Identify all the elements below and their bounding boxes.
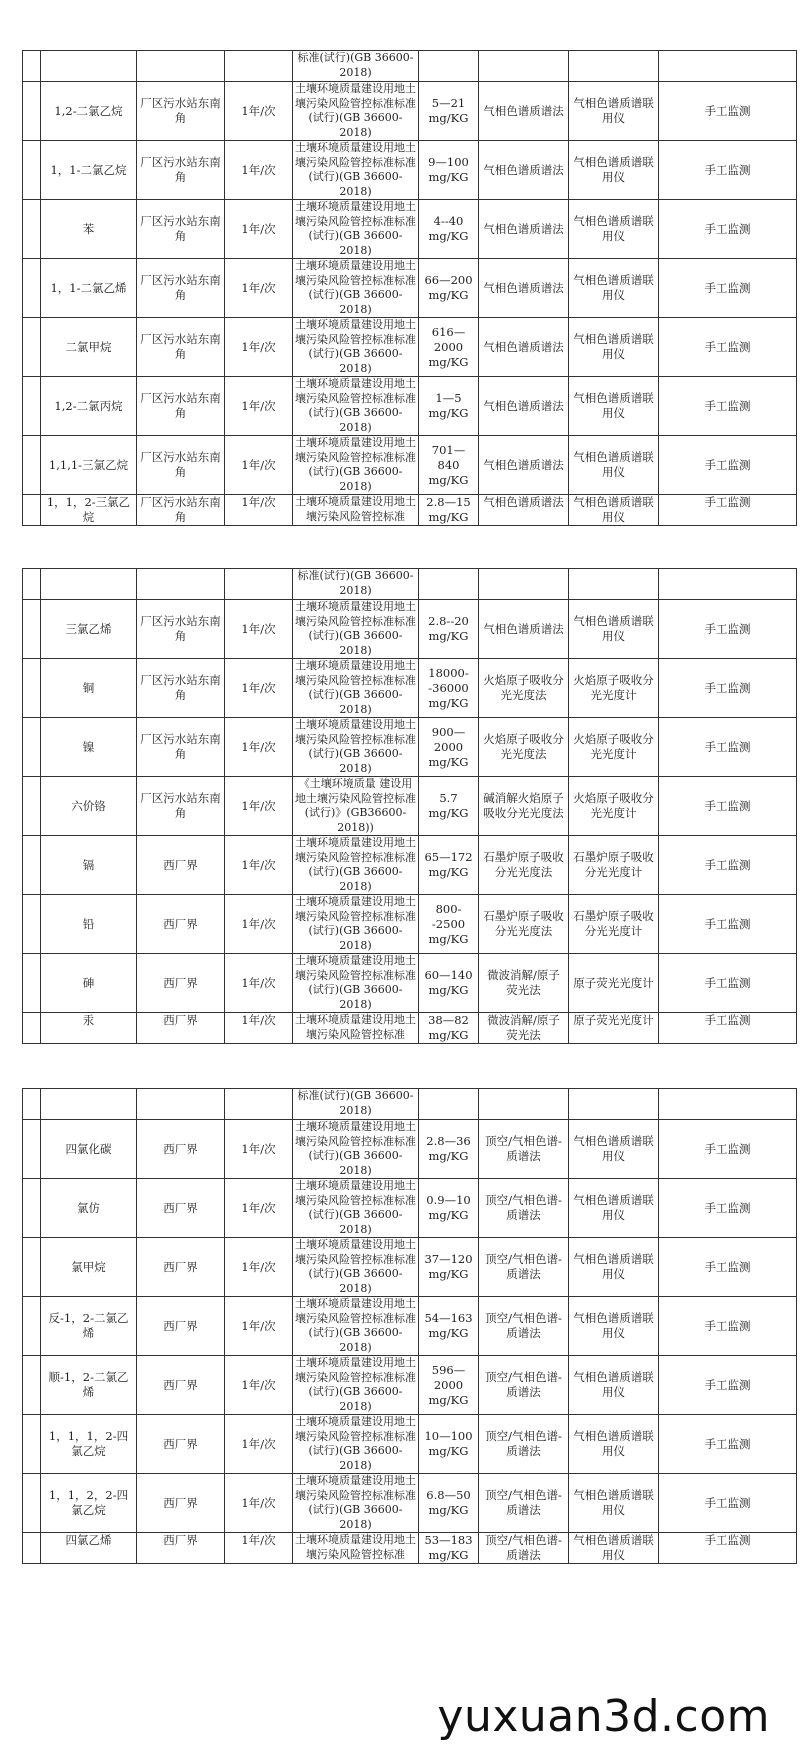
continuation-row	[23, 1089, 797, 1120]
blank-cell	[225, 569, 293, 600]
standard: 土壤环境质量建设用地土壤污染风险管控标准标准(试行)(GB 36600-2018)	[293, 1179, 419, 1238]
analysis-method: 气相色谱质谱法	[479, 318, 569, 377]
monitoring-table-page-2	[22, 568, 797, 1044]
table-row	[23, 1474, 797, 1533]
analysis-method: 顶空/气相色谱-质谱法	[479, 1179, 569, 1238]
standard: 土壤环境质量建设用地土壤污染风险管控标准标准(试行)(GB 36600-2018)	[293, 318, 419, 377]
item-name: 汞	[41, 1013, 137, 1044]
frequency: 1年/次	[225, 600, 293, 659]
analysis-method: 气相色谱质谱法	[479, 200, 569, 259]
blank-cell	[23, 1013, 41, 1044]
monitoring-location: 厂区污水站东南角	[137, 377, 225, 436]
standard-cell: 标准(试行)(GB 36600-2018)	[293, 1089, 419, 1120]
blank-cell	[23, 659, 41, 718]
limit-range: 0.9—10 mg/KG	[419, 1179, 479, 1238]
frequency: 1年/次	[225, 318, 293, 377]
instrument: 气相色谱质谱联用仪	[569, 1356, 659, 1415]
continuation-row	[23, 51, 797, 82]
table-row	[23, 659, 797, 718]
standard-cell: 标准(试行)(GB 36600-2018)	[293, 51, 419, 82]
limit-range: 53—183 mg/KG	[419, 1533, 479, 1564]
blank-cell	[569, 51, 659, 82]
monitoring-location: 西厂界	[137, 1238, 225, 1297]
limit-range: 5—21 mg/KG	[419, 82, 479, 141]
blank-cell	[419, 51, 479, 82]
monitoring-mode: 手工监测	[659, 1415, 797, 1474]
limit-range: 616—2000 mg/KG	[419, 318, 479, 377]
table-row	[23, 259, 797, 318]
monitoring-location: 厂区污水站东南角	[137, 318, 225, 377]
blank-cell	[569, 569, 659, 600]
limit-range: 10—100 mg/KG	[419, 1415, 479, 1474]
monitoring-location: 西厂界	[137, 1120, 225, 1179]
monitoring-mode: 手工监测	[659, 436, 797, 495]
monitoring-location: 厂区污水站东南角	[137, 659, 225, 718]
blank-cell	[23, 836, 41, 895]
blank-cell	[137, 1089, 225, 1120]
blank-cell	[23, 1474, 41, 1533]
blank-cell	[479, 1089, 569, 1120]
monitoring-location: 西厂界	[137, 1013, 225, 1044]
blank-cell	[419, 1089, 479, 1120]
monitoring-location: 厂区污水站东南角	[137, 82, 225, 141]
frequency: 1年/次	[225, 1415, 293, 1474]
instrument: 气相色谱质谱联用仪	[569, 377, 659, 436]
monitoring-mode: 手工监测	[659, 1179, 797, 1238]
instrument: 气相色谱质谱联用仪	[569, 1533, 659, 1564]
analysis-method: 顶空/气相色谱-质谱法	[479, 1297, 569, 1356]
analysis-method: 火焰原子吸收分光光度法	[479, 659, 569, 718]
frequency: 1年/次	[225, 200, 293, 259]
standard: 土壤环境质量建设用地土壤污染风险管控标准标准(试行)(GB 36600-2018)	[293, 836, 419, 895]
blank-cell	[23, 1089, 41, 1120]
monitoring-mode: 手工监测	[659, 1356, 797, 1415]
analysis-method: 顶空/气相色谱-质谱法	[479, 1356, 569, 1415]
monitoring-mode: 手工监测	[659, 600, 797, 659]
blank-cell	[23, 1297, 41, 1356]
frequency: 1年/次	[225, 495, 293, 526]
frequency: 1年/次	[225, 718, 293, 777]
analysis-method: 石墨炉原子吸收分光光度法	[479, 836, 569, 895]
table-row	[23, 436, 797, 495]
frequency: 1年/次	[225, 1474, 293, 1533]
analysis-method: 气相色谱质谱法	[479, 82, 569, 141]
limit-range: 4--40 mg/KG	[419, 200, 479, 259]
standard: 土壤环境质量建设用地土壤污染风险管控标准标准(试行)(GB 36600-2018)	[293, 659, 419, 718]
monitoring-mode: 手工监测	[659, 1297, 797, 1356]
monitoring-mode: 手工监测	[659, 895, 797, 954]
monitoring-location: 西厂界	[137, 1474, 225, 1533]
continuation-row	[23, 569, 797, 600]
frequency: 1年/次	[225, 82, 293, 141]
blank-cell	[23, 777, 41, 836]
item-name: 顺-1，2-二氯乙烯	[41, 1356, 137, 1415]
table-row-partial	[23, 495, 797, 526]
monitoring-mode: 手工监测	[659, 377, 797, 436]
item-name: 铅	[41, 895, 137, 954]
blank-cell	[23, 1415, 41, 1474]
standard: 土壤环境质量建设用地土壤污染风险管控标准	[293, 1013, 419, 1044]
standard: 土壤环境质量建设用地土壤污染风险管控标准标准(试行)(GB 36600-2018)	[293, 259, 419, 318]
standard: 土壤环境质量建设用地土壤污染风险管控标准标准(试行)(GB 36600-2018)	[293, 436, 419, 495]
item-name: 四氯乙烯	[41, 1533, 137, 1564]
analysis-method: 顶空/气相色谱-质谱法	[479, 1533, 569, 1564]
standard: 土壤环境质量建设用地土壤污染风险管控标准标准(试行)(GB 36600-2018)	[293, 377, 419, 436]
monitoring-location: 厂区污水站东南角	[137, 436, 225, 495]
instrument: 气相色谱质谱联用仪	[569, 1179, 659, 1238]
limit-range: 596—2000 mg/KG	[419, 1356, 479, 1415]
limit-range: 1—5 mg/KG	[419, 377, 479, 436]
instrument: 气相色谱质谱联用仪	[569, 1297, 659, 1356]
blank-cell	[23, 377, 41, 436]
table-row	[23, 1297, 797, 1356]
limit-range: 66—200 mg/KG	[419, 259, 479, 318]
analysis-method: 气相色谱质谱法	[479, 436, 569, 495]
item-name: 1,2-二氯丙烷	[41, 377, 137, 436]
limit-range: 900—2000 mg/KG	[419, 718, 479, 777]
table-row	[23, 141, 797, 200]
analysis-method: 气相色谱质谱法	[479, 600, 569, 659]
blank-cell	[23, 1179, 41, 1238]
blank-cell	[419, 569, 479, 600]
table-row	[23, 1415, 797, 1474]
item-name: 六价铬	[41, 777, 137, 836]
table-row	[23, 318, 797, 377]
monitoring-mode: 手工监测	[659, 495, 797, 526]
monitoring-mode: 手工监测	[659, 718, 797, 777]
analysis-method: 气相色谱质谱法	[479, 141, 569, 200]
limit-range: 54—163 mg/KG	[419, 1297, 479, 1356]
standard: 土壤环境质量建设用地土壤污染风险管控标准标准(试行)(GB 36600-2018)	[293, 200, 419, 259]
analysis-method: 微波消解/原子荧光法	[479, 954, 569, 1013]
monitoring-location: 西厂界	[137, 1179, 225, 1238]
monitoring-mode: 手工监测	[659, 318, 797, 377]
frequency: 1年/次	[225, 954, 293, 1013]
table-row	[23, 1120, 797, 1179]
analysis-method: 顶空/气相色谱-质谱法	[479, 1120, 569, 1179]
analysis-method: 顶空/气相色谱-质谱法	[479, 1238, 569, 1297]
table-row	[23, 777, 797, 836]
blank-cell	[23, 1120, 41, 1179]
item-name: 铜	[41, 659, 137, 718]
standard: 土壤环境质量建设用地土壤污染风险管控标准标准(试行)(GB 36600-2018)	[293, 82, 419, 141]
monitoring-location: 厂区污水站东南角	[137, 495, 225, 526]
monitoring-location: 厂区污水站东南角	[137, 718, 225, 777]
table-row	[23, 600, 797, 659]
limit-range: 65—172 mg/KG	[419, 836, 479, 895]
blank-cell	[41, 51, 137, 82]
monitoring-mode: 手工监测	[659, 1474, 797, 1533]
instrument: 原子荧光光度计	[569, 954, 659, 1013]
frequency: 1年/次	[225, 777, 293, 836]
monitoring-mode: 手工监测	[659, 836, 797, 895]
item-name: 三氯乙烯	[41, 600, 137, 659]
table-row	[23, 954, 797, 1013]
frequency: 1年/次	[225, 436, 293, 495]
table-row-partial	[23, 1013, 797, 1044]
monitoring-mode: 手工监测	[659, 141, 797, 200]
instrument: 石墨炉原子吸收分光光度计	[569, 895, 659, 954]
instrument: 气相色谱质谱联用仪	[569, 318, 659, 377]
instrument: 气相色谱质谱联用仪	[569, 141, 659, 200]
analysis-method: 气相色谱质谱法	[479, 495, 569, 526]
standard: 土壤环境质量建设用地土壤污染风险管控标准标准(试行)(GB 36600-2018)	[293, 1297, 419, 1356]
analysis-method: 气相色谱质谱法	[479, 377, 569, 436]
limit-range: 60—140 mg/KG	[419, 954, 479, 1013]
table-row	[23, 82, 797, 141]
monitoring-location: 西厂界	[137, 1356, 225, 1415]
blank-cell	[23, 1356, 41, 1415]
instrument: 气相色谱质谱联用仪	[569, 495, 659, 526]
standard: 土壤环境质量建设用地土壤污染风险管控标准	[293, 1533, 419, 1564]
blank-cell	[225, 51, 293, 82]
blank-cell	[41, 569, 137, 600]
analysis-method: 石墨炉原子吸收分光光度法	[479, 895, 569, 954]
analysis-method: 气相色谱质谱法	[479, 259, 569, 318]
monitoring-location: 厂区污水站东南角	[137, 141, 225, 200]
analysis-method: 顶空/气相色谱-质谱法	[479, 1474, 569, 1533]
blank-cell	[569, 1089, 659, 1120]
blank-cell	[479, 51, 569, 82]
standard-cell: 标准(试行)(GB 36600-2018)	[293, 569, 419, 600]
watermark: yuxuan3d.com	[437, 1691, 770, 1742]
item-name: 1，1，1，2-四氯乙烷	[41, 1415, 137, 1474]
frequency: 1年/次	[225, 895, 293, 954]
blank-cell	[23, 495, 41, 526]
standard: 土壤环境质量建设用地土壤污染风险管控标准标准(试行)(GB 36600-2018)	[293, 1415, 419, 1474]
standard: 《土壤环境质量 建设用地土壤污染风险管控标准(试行)》(GB36600-2018))	[293, 777, 419, 836]
item-name: 镉	[41, 836, 137, 895]
frequency: 1年/次	[225, 377, 293, 436]
blank-cell	[23, 51, 41, 82]
table-row-partial	[23, 1533, 797, 1564]
instrument: 石墨炉原子吸收分光光度计	[569, 836, 659, 895]
monitoring-location: 西厂界	[137, 1297, 225, 1356]
item-name: 苯	[41, 200, 137, 259]
instrument: 原子荧光光度计	[569, 1013, 659, 1044]
item-name: 1，1，2-三氯乙烷	[41, 495, 137, 526]
monitoring-mode: 手工监测	[659, 200, 797, 259]
item-name: 镍	[41, 718, 137, 777]
analysis-method: 碱消解火焰原子吸收分光光度法	[479, 777, 569, 836]
instrument: 气相色谱质谱联用仪	[569, 1474, 659, 1533]
item-name: 1,2-二氯乙烷	[41, 82, 137, 141]
blank-cell	[23, 82, 41, 141]
frequency: 1年/次	[225, 1238, 293, 1297]
blank-cell	[659, 1089, 797, 1120]
item-name: 1，1-二氯乙烷	[41, 141, 137, 200]
frequency: 1年/次	[225, 1120, 293, 1179]
table-row	[23, 1179, 797, 1238]
item-name: 四氯化碳	[41, 1120, 137, 1179]
blank-cell	[225, 1089, 293, 1120]
instrument: 气相色谱质谱联用仪	[569, 259, 659, 318]
monitoring-location: 西厂界	[137, 1415, 225, 1474]
table-row	[23, 1356, 797, 1415]
frequency: 1年/次	[225, 141, 293, 200]
monitoring-table-page-3	[22, 1088, 797, 1564]
instrument: 火焰原子吸收分光光度计	[569, 718, 659, 777]
standard: 土壤环境质量建设用地土壤污染风险管控标准标准(试行)(GB 36600-2018)	[293, 895, 419, 954]
table-row	[23, 836, 797, 895]
frequency: 1年/次	[225, 1533, 293, 1564]
limit-range: 6.8—50 mg/KG	[419, 1474, 479, 1533]
limit-range: 2.8—15 mg/KG	[419, 495, 479, 526]
monitoring-mode: 手工监测	[659, 1238, 797, 1297]
blank-cell	[23, 259, 41, 318]
item-name: 氯仿	[41, 1179, 137, 1238]
blank-cell	[23, 436, 41, 495]
monitoring-location: 西厂界	[137, 895, 225, 954]
blank-cell	[23, 954, 41, 1013]
blank-cell	[479, 569, 569, 600]
monitoring-mode: 手工监测	[659, 777, 797, 836]
blank-cell	[137, 51, 225, 82]
monitoring-mode: 手工监测	[659, 659, 797, 718]
monitoring-location: 西厂界	[137, 836, 225, 895]
blank-cell	[23, 569, 41, 600]
instrument: 火焰原子吸收分光光度计	[569, 659, 659, 718]
item-name: 氯甲烷	[41, 1238, 137, 1297]
monitoring-location: 厂区污水站东南角	[137, 600, 225, 659]
monitoring-mode: 手工监测	[659, 259, 797, 318]
limit-range: 18000--36000 mg/KG	[419, 659, 479, 718]
instrument: 气相色谱质谱联用仪	[569, 436, 659, 495]
limit-range: 38—82 mg/KG	[419, 1013, 479, 1044]
monitoring-mode: 手工监测	[659, 954, 797, 1013]
blank-cell	[23, 1238, 41, 1297]
instrument: 气相色谱质谱联用仪	[569, 1415, 659, 1474]
item-name: 二氯甲烷	[41, 318, 137, 377]
table-row	[23, 895, 797, 954]
table-row	[23, 1238, 797, 1297]
instrument: 气相色谱质谱联用仪	[569, 200, 659, 259]
monitoring-location: 厂区污水站东南角	[137, 259, 225, 318]
table-row	[23, 377, 797, 436]
analysis-method: 火焰原子吸收分光光度法	[479, 718, 569, 777]
limit-range: 2.8--20 mg/KG	[419, 600, 479, 659]
monitoring-mode: 手工监测	[659, 1013, 797, 1044]
blank-cell	[659, 51, 797, 82]
instrument: 气相色谱质谱联用仪	[569, 600, 659, 659]
blank-cell	[23, 895, 41, 954]
frequency: 1年/次	[225, 1297, 293, 1356]
standard: 土壤环境质量建设用地土壤污染风险管控标准标准(试行)(GB 36600-2018)	[293, 1356, 419, 1415]
frequency: 1年/次	[225, 836, 293, 895]
instrument: 气相色谱质谱联用仪	[569, 82, 659, 141]
frequency: 1年/次	[225, 259, 293, 318]
blank-cell	[23, 1533, 41, 1564]
blank-cell	[137, 569, 225, 600]
monitoring-location: 厂区污水站东南角	[137, 200, 225, 259]
blank-cell	[41, 1089, 137, 1120]
blank-cell	[23, 718, 41, 777]
limit-range: 2.8—36 mg/KG	[419, 1120, 479, 1179]
limit-range: 701—840 mg/KG	[419, 436, 479, 495]
standard: 土壤环境质量建设用地土壤污染风险管控标准标准(试行)(GB 36600-2018)	[293, 718, 419, 777]
standard: 土壤环境质量建设用地土壤污染风险管控标准标准(试行)(GB 36600-2018)	[293, 954, 419, 1013]
frequency: 1年/次	[225, 659, 293, 718]
blank-cell	[23, 600, 41, 659]
blank-cell	[23, 318, 41, 377]
limit-range: 9—100 mg/KG	[419, 141, 479, 200]
limit-range: 37—120 mg/KG	[419, 1238, 479, 1297]
standard: 土壤环境质量建设用地土壤污染风险管控标准标准(试行)(GB 36600-2018)	[293, 1238, 419, 1297]
table-row	[23, 200, 797, 259]
instrument: 气相色谱质谱联用仪	[569, 1120, 659, 1179]
monitoring-mode: 手工监测	[659, 1120, 797, 1179]
blank-cell	[23, 141, 41, 200]
item-name: 反-1，2-二氯乙烯	[41, 1297, 137, 1356]
analysis-method: 微波消解/原子荧光法	[479, 1013, 569, 1044]
frequency: 1年/次	[225, 1013, 293, 1044]
blank-cell	[659, 569, 797, 600]
blank-cell	[23, 200, 41, 259]
frequency: 1年/次	[225, 1179, 293, 1238]
limit-range: 800--2500 mg/KG	[419, 895, 479, 954]
monitoring-location: 西厂界	[137, 954, 225, 1013]
monitoring-location: 西厂界	[137, 1533, 225, 1564]
standard: 土壤环境质量建设用地土壤污染风险管控标准	[293, 495, 419, 526]
analysis-method: 顶空/气相色谱-质谱法	[479, 1415, 569, 1474]
table-row	[23, 718, 797, 777]
standard: 土壤环境质量建设用地土壤污染风险管控标准标准(试行)(GB 36600-2018)	[293, 1120, 419, 1179]
standard: 土壤环境质量建设用地土壤污染风险管控标准标准(试行)(GB 36600-2018)	[293, 141, 419, 200]
standard: 土壤环境质量建设用地土壤污染风险管控标准标准(试行)(GB 36600-2018)	[293, 600, 419, 659]
monitoring-mode: 手工监测	[659, 1533, 797, 1564]
standard: 土壤环境质量建设用地土壤污染风险管控标准标准(试行)(GB 36600-2018)	[293, 1474, 419, 1533]
instrument: 气相色谱质谱联用仪	[569, 1238, 659, 1297]
limit-range: 5.7 mg/KG	[419, 777, 479, 836]
item-name: 1，1-二氯乙烯	[41, 259, 137, 318]
instrument: 火焰原子吸收分光光度计	[569, 777, 659, 836]
item-name: 1，1，2，2-四氯乙烷	[41, 1474, 137, 1533]
monitoring-location: 厂区污水站东南角	[137, 777, 225, 836]
monitoring-mode: 手工监测	[659, 82, 797, 141]
item-name: 砷	[41, 954, 137, 1013]
item-name: 1,1,1-三氯乙烷	[41, 436, 137, 495]
frequency: 1年/次	[225, 1356, 293, 1415]
monitoring-table-page-1	[22, 50, 797, 526]
